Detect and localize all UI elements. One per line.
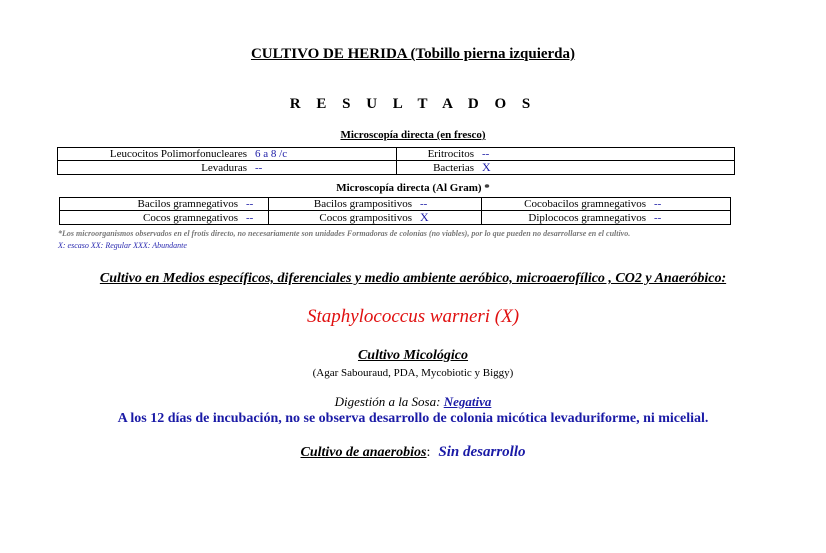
abundance-scale: X: escaso XX: Regular XXX: Abundante	[58, 241, 187, 250]
culture-heading: Cultivo en Medios específicos, diferenciales y medio ambiente aeróbico, microaerofílico , CO2 y Anaeróbico:	[99, 271, 727, 286]
cell-value: --	[482, 148, 490, 160]
cell-value: 6 a 8 /c	[255, 148, 288, 160]
cell-value: --	[246, 211, 254, 224]
report-title: CULTIVO DE HERIDA (Tobillo pierna izquierda)	[250, 46, 576, 62]
anaerobes-label: Cultivo de anaerobios	[300, 445, 427, 460]
cell-label: Cocos grampositivos	[319, 212, 412, 224]
cell-label: Cocobacilos gramnegativos	[524, 198, 646, 210]
cell-value: --	[246, 198, 254, 210]
digestion-line	[0, 394, 826, 410]
cell-label: Bacterias	[433, 162, 474, 174]
digestion-label: Digestión a la Sosa:	[334, 394, 444, 409]
mycology-finding: A los 12 días de incubación, no se observa desarrollo de colonia micótica levaduriforme, ni micelial.	[117, 411, 709, 426]
digestion-result: Negativa	[443, 394, 492, 409]
cell-label: Levaduras	[201, 161, 247, 174]
anaerobes-result: Sin desarrollo	[438, 444, 526, 460]
cell-value: --	[255, 161, 263, 174]
cell-label: Eritrocitos	[427, 148, 474, 160]
cell-value: --	[654, 211, 662, 224]
table-row	[58, 161, 735, 175]
table-row	[60, 211, 731, 225]
fresh-table	[57, 147, 735, 175]
mycology-media: (Agar Sabouraud, PDA, Mycobiotic y Biggy)	[312, 367, 514, 379]
cell-value: --	[654, 198, 662, 210]
results-heading: R E S U L T A D O S	[289, 96, 537, 112]
anaerobes-colon: :	[426, 445, 431, 460]
cell-label: Diplococos gramnegativos	[528, 211, 646, 224]
gram-table	[59, 197, 731, 225]
anaerobes-line	[0, 444, 826, 461]
cell-value: X	[482, 160, 491, 174]
isolated-organism: Staphylococcus warneri (X)	[306, 306, 520, 327]
gram-heading: Microscopía directa (Al Gram) *	[336, 182, 490, 194]
cell-label: Cocos gramnegativos	[142, 211, 238, 224]
cell-label: Leucocitos Polimorfonucleares	[109, 148, 247, 160]
gram-footnote: *Los microorganismos observados en el frotis directo, no necesariamente son unidades Formadoras de colonias (no viables), por lo que pueden no desarrollarse en el cultivo.	[58, 229, 631, 238]
table-row	[60, 198, 731, 211]
cell-value: --	[420, 198, 428, 210]
table-row	[58, 148, 735, 161]
cell-label: Bacilos grampositivos	[313, 198, 412, 210]
cell-value: X	[420, 210, 429, 224]
fresh-heading: Microscopía directa (en fresco)	[340, 129, 486, 141]
mycology-heading: Cultivo Micológico	[357, 348, 469, 363]
cell-label: Bacilos gramnegativos	[137, 198, 238, 210]
